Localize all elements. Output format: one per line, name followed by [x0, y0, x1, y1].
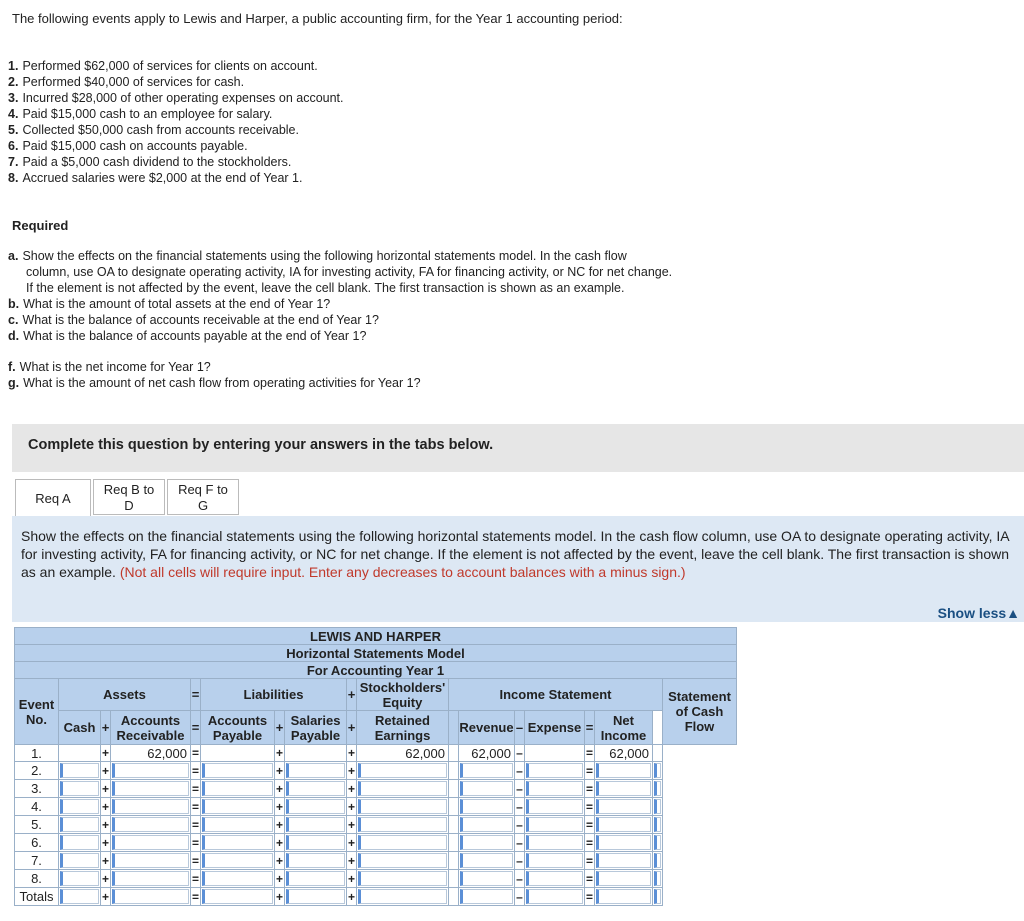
cash-input[interactable]	[60, 817, 99, 832]
req-b: b. What is the amount of total assets at the end of Year 1?	[8, 297, 331, 311]
cash-input[interactable]	[60, 889, 99, 904]
equals-sign: =	[585, 799, 593, 814]
period-title: For Accounting Year 1	[15, 662, 737, 679]
revenue-input[interactable]	[460, 853, 513, 868]
assets-header: Assets	[59, 679, 191, 711]
minus-sign: –	[516, 817, 523, 832]
equals-sign: =	[585, 853, 593, 868]
event-number: Totals	[15, 888, 59, 906]
plus-sign: +	[347, 711, 357, 745]
salaries-payable-input[interactable]	[286, 889, 345, 904]
minus-sign: –	[516, 763, 523, 778]
equals-sign: =	[191, 781, 199, 796]
panel-instructions-note: (Not all cells will require input. Enter any decreases to account balances with a minus sign.)	[119, 564, 686, 580]
salaries-payable-cell	[285, 834, 347, 852]
expense-input[interactable]	[526, 817, 583, 832]
net-income-input[interactable]	[596, 853, 651, 868]
revenue-cell: 62,000	[459, 745, 515, 762]
cash-cell	[59, 745, 101, 762]
cash-flow-cell	[653, 888, 663, 906]
cash-input[interactable]	[60, 871, 99, 886]
cash-input[interactable]	[60, 835, 99, 850]
accounts-receivable-cell	[111, 834, 191, 852]
spacer	[449, 870, 459, 888]
accounts-payable-input[interactable]	[202, 763, 273, 778]
net-income-input[interactable]	[596, 889, 651, 904]
accounts-payable-input[interactable]	[202, 889, 273, 904]
plus-sign: +	[275, 711, 285, 745]
cash-cell	[59, 834, 101, 852]
cash-cell	[59, 888, 101, 906]
plus-sign: +	[275, 889, 283, 904]
accounts-payable-input[interactable]	[202, 835, 273, 850]
retained-earnings-input[interactable]	[358, 781, 447, 796]
accounts-payable-cell	[201, 762, 275, 780]
plus-sign: +	[101, 853, 109, 868]
cash-flow-header: Statement of Cash Flow	[663, 679, 737, 745]
accounts-receivable-input[interactable]	[112, 781, 189, 796]
cash-flow-cell	[653, 834, 663, 852]
event-number: 6.	[15, 834, 59, 852]
revenue-input[interactable]	[460, 889, 513, 904]
net-income-cell	[595, 888, 653, 906]
salaries-payable-cell	[285, 780, 347, 798]
revenue-cell	[459, 780, 515, 798]
list-item: 2. Performed $40,000 of services for cash.	[8, 75, 245, 89]
revenue-input[interactable]	[460, 871, 513, 886]
spacer	[449, 762, 459, 780]
accounts-payable-input[interactable]	[202, 781, 273, 796]
expense-cell	[525, 762, 585, 780]
event-number: 3.	[15, 780, 59, 798]
expense-input[interactable]	[526, 799, 583, 814]
net-income-cell	[595, 870, 653, 888]
equals-sign: =	[191, 763, 199, 778]
plus-sign: +	[275, 746, 283, 760]
req-c: c. What is the balance of accounts receivable at the end of Year 1?	[8, 313, 379, 327]
retained-earnings-input[interactable]	[358, 817, 447, 832]
net-income-header: Net Income	[595, 711, 653, 745]
retained-earnings-cell	[357, 888, 449, 906]
cash-flow-input[interactable]	[654, 835, 661, 850]
spacer	[449, 780, 459, 798]
net-income-input[interactable]	[596, 763, 651, 778]
req-a: a. Show the effects on the financial statements using the following horizontal statements model. In the cash flow	[8, 249, 627, 263]
revenue-input[interactable]	[460, 763, 513, 778]
list-item: 3. Incurred $28,000 of other operating expenses on account.	[8, 91, 344, 105]
tab-req-a[interactable]: Req A	[15, 479, 91, 517]
revenue-cell	[459, 762, 515, 780]
plus-sign: +	[275, 781, 283, 796]
equals-sign: =	[585, 711, 595, 745]
banner-text: Complete this question by entering your answers in the tabs below.	[28, 437, 494, 453]
expense-cell	[525, 852, 585, 870]
cash-flow-cell	[653, 780, 663, 798]
spacer	[449, 834, 459, 852]
retained-earnings-cell	[357, 852, 449, 870]
list-item: 5. Collected $50,000 cash from accounts receivable.	[8, 123, 299, 137]
accounts-payable-cell	[201, 834, 275, 852]
minus-sign: –	[516, 799, 523, 814]
panel-instructions: Show the effects on the financial statements using the following horizontal statements model. In the cash flow column, use OA to designate operating activity, IA for investing activity, FA for financing activity, or NC for net change. If the element is not affected by the event, leave the cell blank. The first transaction is shown as an example. (Not all cells will require input. Enter any decreases to account balances with a minus sign.)	[21, 528, 1010, 580]
cash-input[interactable]	[60, 799, 99, 814]
salaries-payable-cell	[285, 816, 347, 834]
accounts-receivable-cell	[111, 780, 191, 798]
accounts-payable-cell	[201, 888, 275, 906]
accounts-receivable-cell	[111, 888, 191, 906]
required-heading: Required	[12, 218, 69, 233]
equals-sign: =	[585, 817, 593, 832]
salaries-payable-input[interactable]	[286, 799, 345, 814]
list-item: 8. Accrued salaries were $2,000 at the end of Year 1.	[8, 171, 303, 185]
list-item: 1. Performed $62,000 of services for clients on account.	[8, 59, 318, 73]
equals-sign: =	[191, 889, 199, 904]
net-income-cell	[595, 816, 653, 834]
event-no-header: Event No.	[15, 679, 59, 745]
retained-earnings-input[interactable]	[358, 871, 447, 886]
cash-flow-cell	[653, 816, 663, 834]
revenue-cell	[459, 888, 515, 906]
event-number: 5.	[15, 816, 59, 834]
equals-sign: =	[585, 781, 593, 796]
salaries-payable-cell	[285, 762, 347, 780]
net-income-cell	[595, 798, 653, 816]
spacer	[449, 745, 459, 762]
liabilities-header: Liabilities	[201, 679, 347, 711]
cash-cell	[59, 762, 101, 780]
table-row	[15, 745, 737, 762]
accounts-payable-cell	[201, 745, 275, 762]
cash-flow-input[interactable]	[654, 763, 661, 778]
revenue-cell	[459, 834, 515, 852]
salaries-payable-input[interactable]	[286, 763, 345, 778]
expense-input[interactable]	[526, 781, 583, 796]
plus-sign: +	[347, 871, 355, 886]
plus-sign: +	[101, 781, 109, 796]
accounts-receivable-input[interactable]	[112, 871, 189, 886]
cash-flow-input[interactable]	[654, 781, 661, 796]
spacer	[449, 888, 459, 906]
equals-sign: =	[191, 711, 201, 745]
cash-cell	[59, 780, 101, 798]
retained-earnings-cell	[357, 780, 449, 798]
plus-sign: +	[347, 763, 355, 778]
cash-flow-cell	[653, 745, 663, 762]
equals-sign: =	[191, 871, 199, 886]
minus-sign: –	[516, 835, 523, 850]
spacer	[449, 816, 459, 834]
plus-sign: +	[275, 835, 283, 850]
minus-sign: –	[516, 853, 523, 868]
cash-flow-input[interactable]	[654, 871, 661, 886]
plus-sign: +	[275, 817, 283, 832]
cash-flow-cell	[653, 870, 663, 888]
tab-panel	[12, 516, 1024, 622]
cash-cell	[59, 816, 101, 834]
equals-sign: =	[585, 746, 593, 760]
list-item: 7. Paid a $5,000 cash dividend to the stockholders.	[8, 155, 292, 169]
equals-sign: =	[191, 853, 199, 868]
expense-cell	[525, 798, 585, 816]
req-a-line3: If the element is not affected by the event, leave the cell blank. The first transaction is shown as an example.	[26, 281, 625, 295]
salaries-payable-input[interactable]	[286, 781, 345, 796]
req-f: f. What is the net income for Year 1?	[8, 360, 211, 374]
tab-bar	[15, 479, 241, 517]
net-income-cell: 62,000	[595, 745, 653, 762]
cash-flow-cell	[653, 798, 663, 816]
table-row	[15, 834, 737, 852]
net-income-cell	[595, 762, 653, 780]
table-row	[15, 852, 737, 870]
expense-input[interactable]	[526, 871, 583, 886]
minus-sign: –	[516, 871, 523, 886]
revenue-input[interactable]	[460, 781, 513, 796]
company-name: LEWIS AND HARPER	[15, 628, 737, 645]
expense-input[interactable]	[526, 853, 583, 868]
accounts-receivable-header: Accounts Receivable	[111, 711, 191, 745]
revenue-cell	[459, 798, 515, 816]
retained-earnings-header: Retained Earnings	[357, 711, 449, 745]
plus-sign: +	[101, 817, 109, 832]
horizontal-statements-table	[14, 627, 774, 906]
revenue-header: Revenue	[459, 711, 515, 745]
salaries-payable-cell	[285, 745, 347, 762]
retained-earnings-input[interactable]	[358, 835, 447, 850]
plus-sign: +	[101, 711, 111, 745]
retained-earnings-input[interactable]	[358, 853, 447, 868]
revenue-input[interactable]	[460, 835, 513, 850]
equals-sign: =	[585, 835, 593, 850]
cash-input[interactable]	[60, 853, 99, 868]
accounts-payable-input[interactable]	[202, 853, 273, 868]
salaries-payable-input[interactable]	[286, 853, 345, 868]
net-income-cell	[595, 852, 653, 870]
plus-sign: +	[347, 781, 355, 796]
revenue-cell	[459, 852, 515, 870]
retained-earnings-cell	[357, 798, 449, 816]
table-row	[15, 762, 737, 780]
retained-earnings-cell	[357, 816, 449, 834]
minus-sign: –	[516, 889, 523, 904]
accounts-receivable-cell	[111, 762, 191, 780]
equals-sign: =	[191, 835, 199, 850]
plus-sign: +	[101, 835, 109, 850]
revenue-input[interactable]	[460, 799, 513, 814]
spacer	[449, 798, 459, 816]
accounts-receivable-cell	[111, 852, 191, 870]
net-income-input[interactable]	[596, 817, 651, 832]
spacer	[449, 852, 459, 870]
expense-input[interactable]	[526, 763, 583, 778]
event-list	[8, 58, 344, 186]
plus-sign: +	[347, 746, 355, 760]
event-number: 2.	[15, 762, 59, 780]
revenue-input[interactable]	[460, 817, 513, 832]
net-income-input[interactable]	[596, 835, 651, 850]
list-item: 4. Paid $15,000 cash to an employee for salary.	[8, 107, 273, 121]
cash-cell	[59, 870, 101, 888]
net-income-cell	[595, 834, 653, 852]
event-number: 7.	[15, 852, 59, 870]
model-title: Horizontal Statements Model	[15, 645, 737, 662]
income-statement-header: Income Statement	[449, 679, 663, 711]
equals-sign: =	[585, 871, 593, 886]
cash-input[interactable]	[60, 781, 99, 796]
expense-cell	[525, 745, 585, 762]
plus-sign: +	[101, 763, 109, 778]
equals-sign: =	[191, 799, 199, 814]
expense-cell	[525, 816, 585, 834]
cash-flow-input[interactable]	[654, 889, 661, 904]
cash-input[interactable]	[60, 763, 99, 778]
cash-flow-input[interactable]	[654, 853, 661, 868]
accounts-receivable-input[interactable]	[112, 799, 189, 814]
instruction-banner	[12, 424, 1024, 472]
accounts-receivable-cell: 62,000	[111, 745, 191, 762]
accounts-payable-cell	[201, 870, 275, 888]
plus-sign: +	[101, 871, 109, 886]
accounts-receivable-input[interactable]	[112, 853, 189, 868]
accounts-receivable-input[interactable]	[112, 817, 189, 832]
plus-sign: +	[347, 835, 355, 850]
cash-flow-cell	[653, 762, 663, 780]
minus-sign: –	[516, 746, 523, 760]
tab-req-b-to-d[interactable]: Req B to D	[93, 479, 165, 515]
table-row	[15, 798, 737, 816]
stockholders-equity-header: Stockholders' Equity	[357, 679, 449, 711]
accounts-payable-input[interactable]	[202, 817, 273, 832]
retained-earnings-cell	[357, 834, 449, 852]
retained-earnings-input[interactable]	[358, 799, 447, 814]
salaries-payable-input[interactable]	[286, 817, 345, 832]
expense-input[interactable]	[526, 835, 583, 850]
event-number: 4.	[15, 798, 59, 816]
retained-earnings-input[interactable]	[358, 763, 447, 778]
accounts-receivable-input[interactable]	[112, 763, 189, 778]
accounts-receivable-input[interactable]	[112, 889, 189, 904]
requirements-list	[8, 248, 808, 391]
equals-sign: =	[191, 679, 201, 711]
plus-sign: +	[275, 871, 283, 886]
revenue-cell	[459, 870, 515, 888]
table-row	[15, 780, 737, 798]
accounts-payable-cell	[201, 852, 275, 870]
show-less-link[interactable]: Show less▲	[937, 605, 1020, 621]
expense-cell	[525, 780, 585, 798]
equals-sign: =	[585, 763, 593, 778]
salaries-payable-cell	[285, 870, 347, 888]
plus-sign: +	[275, 763, 283, 778]
retained-earnings-input[interactable]	[358, 889, 447, 904]
plus-sign: +	[101, 889, 109, 904]
cash-flow-input[interactable]	[654, 799, 661, 814]
cash-flow-input[interactable]	[654, 817, 661, 832]
net-income-input[interactable]	[596, 781, 651, 796]
accounts-payable-header: Accounts Payable	[201, 711, 275, 745]
salaries-payable-cell	[285, 888, 347, 906]
accounts-receivable-cell	[111, 870, 191, 888]
cash-cell	[59, 852, 101, 870]
req-a-line2: column, use OA to designate operating activity, IA for investing activity, FA for financing activity, or NC for net change.	[26, 265, 673, 279]
event-number: 1.	[15, 745, 59, 762]
salaries-payable-input[interactable]	[286, 871, 345, 886]
plus-sign: +	[275, 799, 283, 814]
net-income-input[interactable]	[596, 799, 651, 814]
plus-sign: +	[101, 799, 109, 814]
accounts-payable-cell	[201, 816, 275, 834]
expense-header: Expense	[525, 711, 585, 745]
list-item: 6. Paid $15,000 cash on accounts payable.	[8, 139, 248, 153]
accounts-receivable-input[interactable]	[112, 835, 189, 850]
net-income-cell	[595, 780, 653, 798]
equals-sign: =	[585, 889, 593, 904]
minus-sign: –	[515, 711, 525, 745]
tab-req-f-to-g[interactable]: Req F to G	[167, 479, 239, 515]
req-d: d. What is the balance of accounts payable at the end of Year 1?	[8, 329, 367, 343]
equals-sign: =	[191, 746, 199, 760]
salaries-payable-input[interactable]	[286, 835, 345, 850]
expense-cell	[525, 834, 585, 852]
net-income-input[interactable]	[596, 871, 651, 886]
revenue-cell	[459, 816, 515, 834]
cash-flow-cell	[653, 852, 663, 870]
retained-earnings-cell	[357, 762, 449, 780]
accounts-receivable-cell	[111, 798, 191, 816]
plus-sign: +	[347, 679, 357, 711]
table-row	[15, 888, 737, 906]
plus-sign: +	[347, 817, 355, 832]
salaries-payable-cell	[285, 798, 347, 816]
accounts-payable-cell	[201, 780, 275, 798]
cash-cell	[59, 798, 101, 816]
retained-earnings-cell: 62,000	[357, 745, 449, 762]
salaries-payable-cell	[285, 852, 347, 870]
plus-sign: +	[275, 853, 283, 868]
equals-sign: =	[191, 817, 199, 832]
accounts-payable-input[interactable]	[202, 799, 273, 814]
plus-sign: +	[347, 853, 355, 868]
expense-cell	[525, 888, 585, 906]
salaries-payable-header: Salaries Payable	[285, 711, 347, 745]
accounts-receivable-cell	[111, 816, 191, 834]
plus-sign: +	[101, 746, 109, 760]
minus-sign: –	[516, 781, 523, 796]
accounts-payable-cell	[201, 798, 275, 816]
expense-cell	[525, 870, 585, 888]
plus-sign: +	[347, 889, 355, 904]
req-g: g. What is the amount of net cash flow from operating activities for Year 1?	[8, 376, 421, 390]
problem-intro: The following events apply to Lewis and Harper, a public accounting firm, for the Year 1 accounting period:	[12, 11, 623, 26]
cash-header: Cash	[59, 711, 101, 745]
table-row	[15, 816, 737, 834]
retained-earnings-cell	[357, 870, 449, 888]
event-number: 8.	[15, 870, 59, 888]
expense-input[interactable]	[526, 889, 583, 904]
accounts-payable-input[interactable]	[202, 871, 273, 886]
table-row	[15, 870, 737, 888]
plus-sign: +	[347, 799, 355, 814]
